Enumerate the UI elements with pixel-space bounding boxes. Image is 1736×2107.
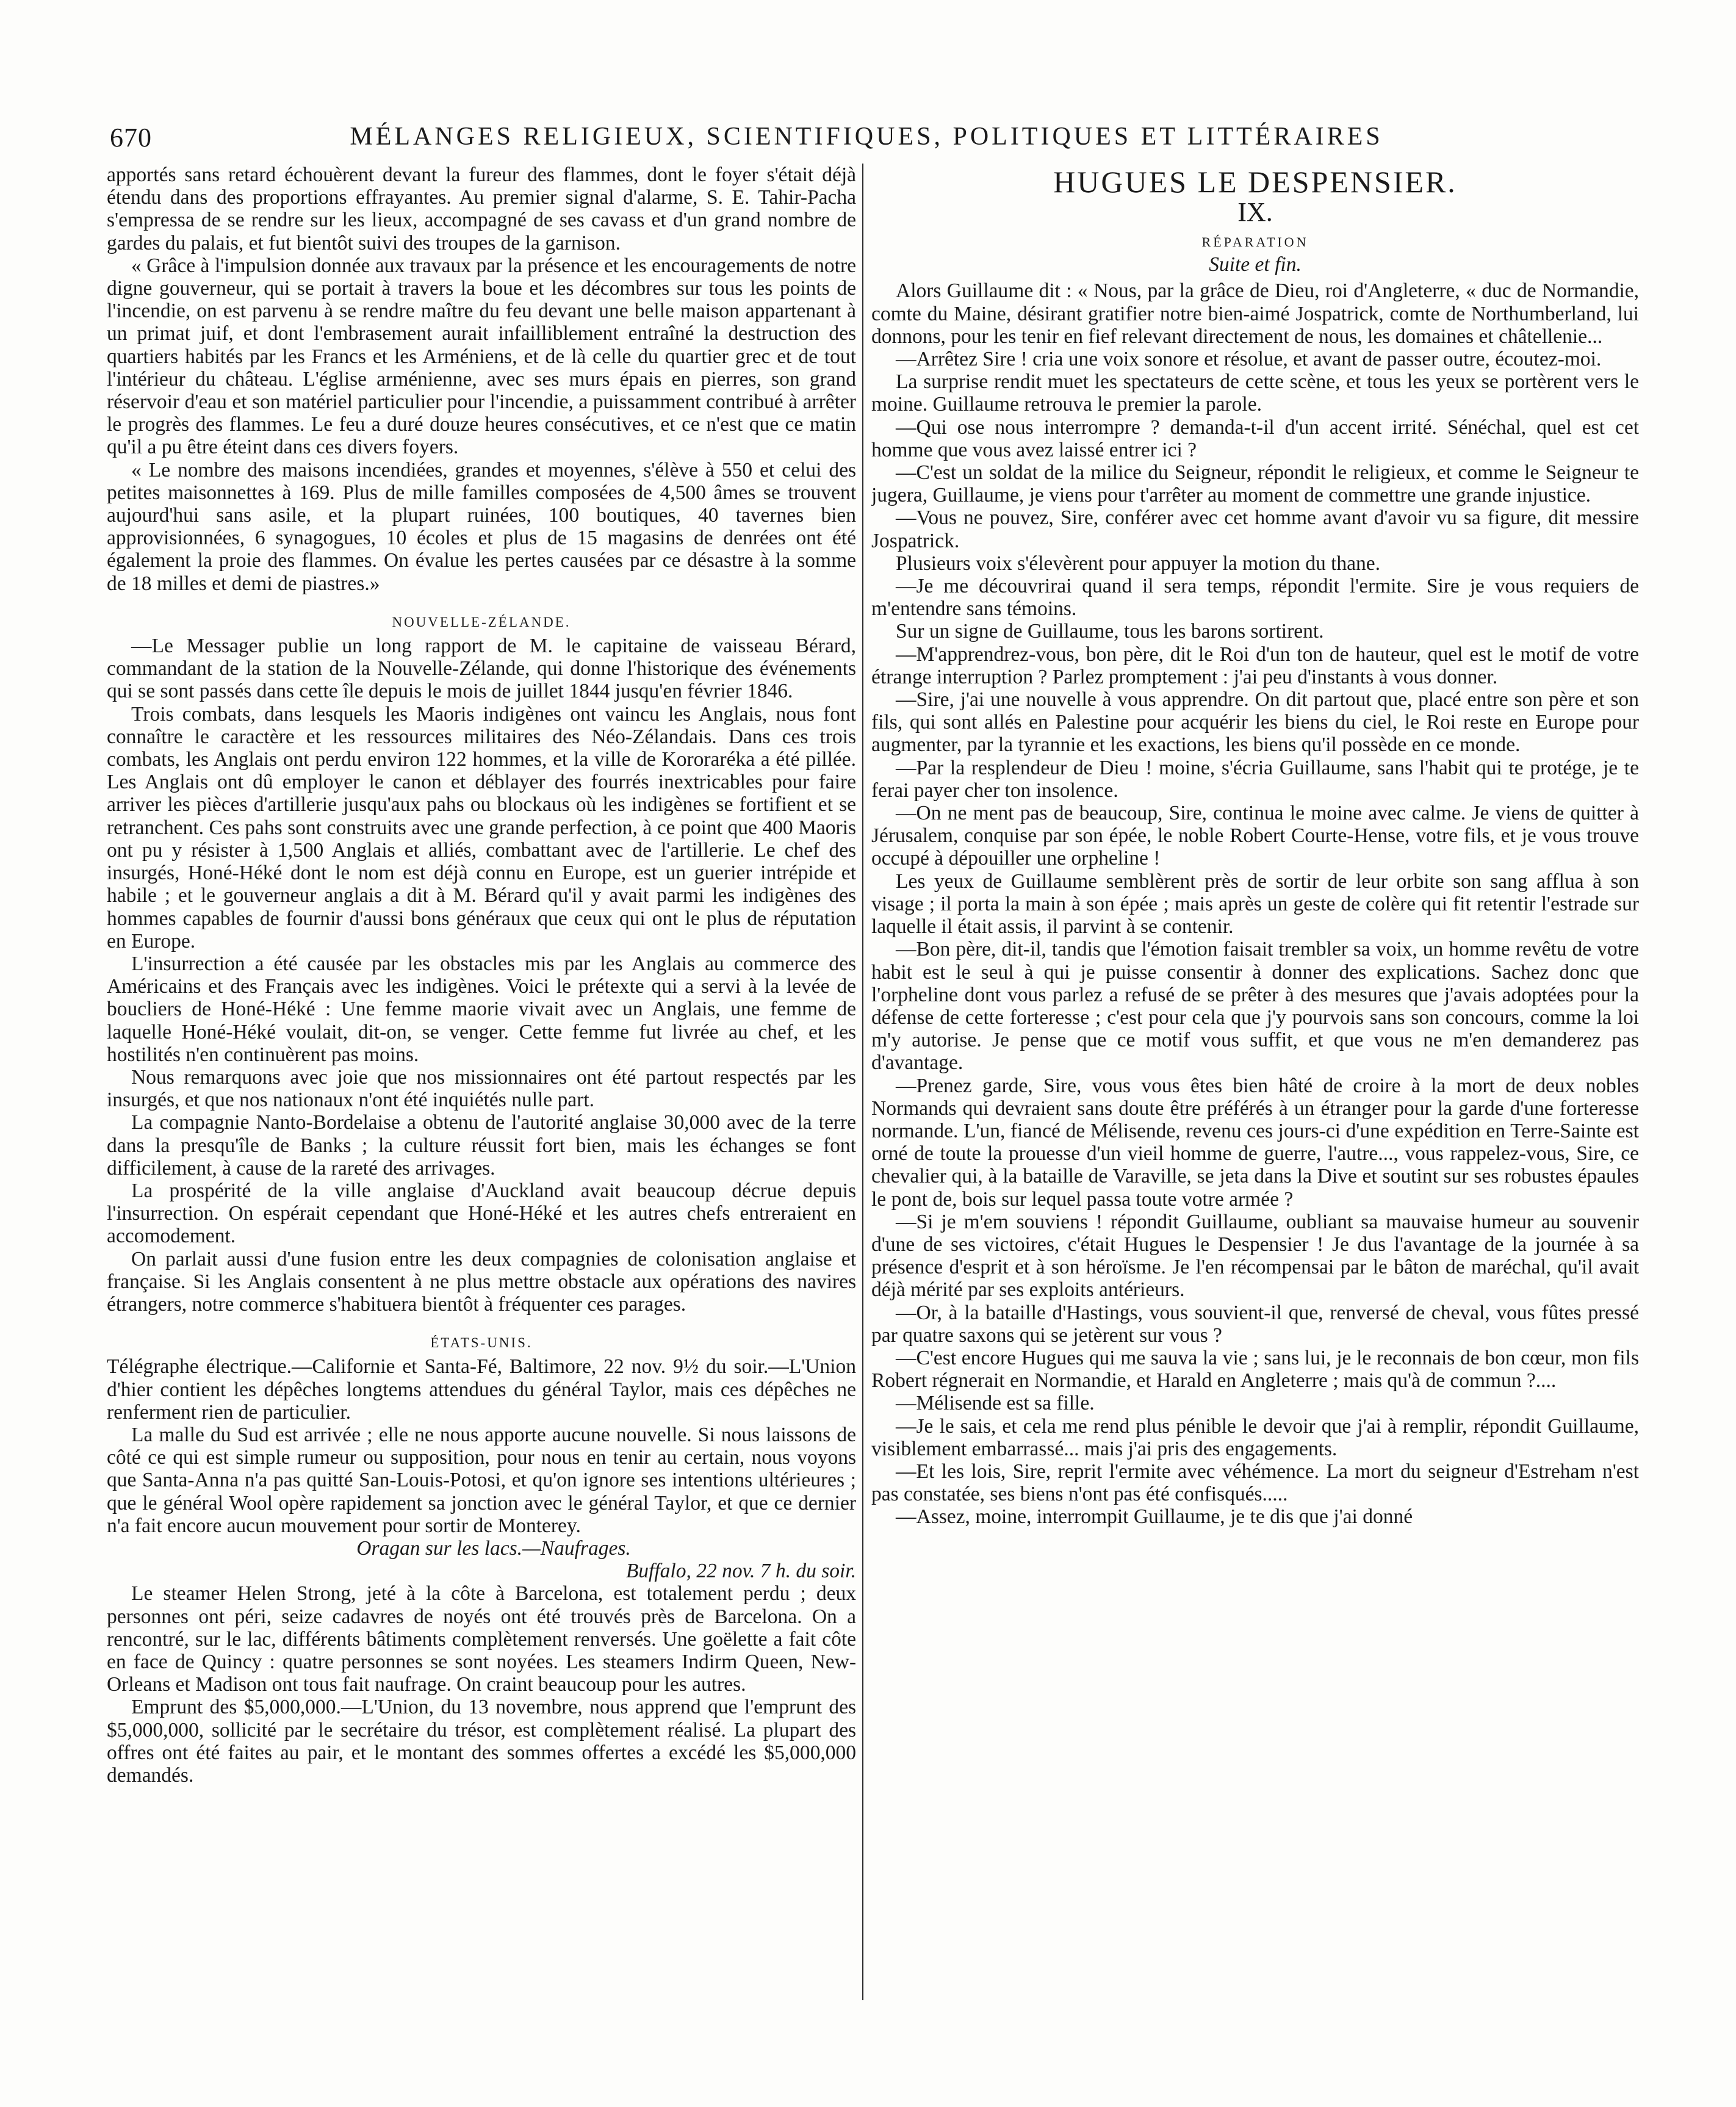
fire-paragraph-3: « Le nombre des maisons incendiées, grandes et moyennes, s'élève à 550 et celui des petites maisonnettes à 169. Plus de mille familles composées de 4,500 âmes se trouvent aujourd'hui sans asile, et la plupart ruinées, 100 boutiques, 40 tavernes bien approvisionnées, 6 synagogues, 10 écoles et plus de 15 magasins de denrées ont été également la proie des flammes. On évalue les pertes causées par ce désastre à la somme de 18 milles et demi de piastres.» <box>107 458 856 595</box>
column-rule <box>862 164 863 2000</box>
loan-paragraph: Emprunt des $5,000,000.—L'Union, du 13 novembre, nous apprend que l'emprunt des $5,000,000, sollicité par le secrétaire du trésor, est complètement réalisé. La plupart des offres ont été faites au pair, et le montant des sommes offertes a excédé les $5,000,000 demandés. <box>107 1696 856 1787</box>
story-paragraph: —Vous ne pouvez, Sire, conférer avec cet homme avant d'avoir vu sa figure, dit messire Jospatrick. <box>871 506 1639 552</box>
page-number: 670 <box>110 123 152 153</box>
nz-paragraph-1: —Le Messager publie un long rapport de M. le capitaine de vaisseau Bérard, commandant de la station de la Nouvelle-Zélande, qui donne l'historique des événements qui se sont passés dans cette île depuis le mois de juillet 1844 jusqu'en février 1846. <box>107 635 856 703</box>
story-paragraph: —Assez, moine, interrompit Guillaume, je te dis que j'ai donné <box>896 1505 1413 1529</box>
story-paragraph: La surprise rendit muet les spectateurs de cette scène, et tous les yeux se portèrent vers le moine. Guillaume retrouva le premier la parole. <box>871 370 1639 416</box>
fire-paragraph-1: apportés sans retard échouèrent devant la fureur des flammes, dont le foyer s'était déjà étendu dans des proportions effrayantes. Au premier signal d'alarme, S. E. Tahir-Pacha s'empressa de se rendre sur les lieux, accompagné de ses cavass et d'un grand nombre de gardes du palais, et fut bientôt suivi des troupes de la garnison. <box>107 164 856 254</box>
story-body <box>871 279 1639 1528</box>
us-paragraph-2: La malle du Sud est arrivée ; elle ne nous apporte aucune nouvelle. Si nous laissons de côté ce qui est simple rumeur ou supposition, pour nous en tenir au certain, nous voyons que Santa-Anna n'a pas quitté San-Louis-Potosi, et qu'on ignore ses intentions ultérieures ; que le général Wool opère rapidement sa jonction avec le général Taylor, et que ce dernier n'a fait encore aucun mouvement pour sortir de Monterey. <box>107 1423 856 1537</box>
chapter-number: IX. <box>1237 197 1273 227</box>
us-section-heading: ÉTATS-UNIS. <box>430 1335 533 1351</box>
story-paragraph: —Bon père, dit-il, tandis que l'émotion faisait trembler sa voix, un homme revêtu de votre habit est le seul à qui je puisse consentir à donner des explications. Sachez donc que l'orpheline dont vous parlez a refusé de se prêter à des mesures que j'avais adoptées pour la défense de cette forteresse ; c'est pour cela que j'y pourvois sans son concours, comme la loi m'y autorise. Je pense que ce motif vous suffit, et que vous ne m'en demanderez pas d'avantage. <box>871 938 1639 1075</box>
story-title: HUGUES LE DESPENSIER. <box>1053 165 1457 199</box>
nz-paragraph-6: La prospérité de la ville anglaise d'Auckland avait beaucoup décrue depuis l'insurrection. On espérait cependant que Honé-Héké et les autres chefs entreraient en accomodement. <box>107 1179 856 1248</box>
nz-section-heading: NOUVELLE-ZÉLANDE. <box>392 614 571 630</box>
story-paragraph: —Je le sais, et cela me rend plus pénible le devoir que j'ai à remplir, répondit Guillaume, visiblement embarrassé... mais j'ai pris des engagements. <box>871 1414 1639 1460</box>
fire-paragraph-2: « Grâce à l'impulsion donnée aux travaux par la présence et les encouragements de notre digne gouverneur, qui se portait à travers la boue et les décombres sur tous les points de l'incendie, on est parvenu à se rendre maître du feu devant une belle maison appartenant à un primat juif, et dont l'embrasement aurait infailliblement entraîné la destruction des quartiers habités par les Francs et les Arméniens, et de là celle du quartier grec et de tout l'intérieur du château. L'église arménienne, avec ses murs épais en pierres, son grand réservoir d'eau et son matériel particulier pour l'incendie, a puissamment contribué à arrêter le progrès des flammes. Le feu a duré douze heures consécutives, et ce n'est que ce matin qu'il a pu être éteint dans ces divers foyers. <box>107 254 856 459</box>
running-title: MÉLANGES RELIGIEUX, SCIENTIFIQUES, POLITIQUES ET LITTÉRAIRES <box>350 123 1383 151</box>
story-paragraph: —Qui ose nous interrompre ? demanda-t-il d'un accent irrité. Sénéchal, quel est cet homme que vous avez laissé entrer ici ? <box>871 416 1639 461</box>
nz-paragraph-5: La compagnie Nanto-Bordelaise a obtenu de l'autorité anglaise 30,000 avec de la terre dans la presqu'île de Banks ; la culture réussit fort bien, mais les échanges se font difficilement, à cause de la rareté des arrivages. <box>107 1111 856 1180</box>
story-paragraph: —Arrêtez Sire ! cria une voix sonore et résolue, et avant de passer outre, écoutez-moi. <box>896 348 1602 371</box>
story-paragraph: Plusieurs voix s'élevèrent pour appuyer la motion du thane. <box>896 552 1381 575</box>
story-paragraph: —Si je m'em souviens ! répondit Guillaume, oubliant sa mauvaise humeur au souvenir d'une de ses victoires, c'était Hugues le Despensier ! Je dus l'avantage de la journée à sa présence d'esprit et à son héroïsme. Je l'en récompensai par le bâton de maréchal, qu'il avait déjà mérité par ses exploits antérieurs. <box>871 1210 1639 1302</box>
chapter-subtitle: Suite et fin. <box>1209 253 1302 276</box>
storm-dateline: Buffalo, 22 nov. 7 h. du soir. <box>625 1560 856 1583</box>
story-paragraph: Les yeux de Guillaume semblèrent près de sortir de leur orbite son sang afflua à son visage ; il porta la main à son épée ; mais après un geste de colère qui fit retentir l'estrade sur laquelle il était assis, il parvint à se contenir. <box>871 870 1639 938</box>
story-paragraph: —Or, à la bataille d'Hastings, vous souvient-il que, renversé de cheval, vous fûtes pressé par quatre saxons qui se jetèrent sur vous ? <box>871 1301 1639 1347</box>
nz-paragraph-7: On parlait aussi d'une fusion entre les deux compagnies de colonisation anglaise et française. Si les Anglais consentent à ne plus mettre obstacle aux opérations des navires étrangers, notre commerce s'habituera bientôt à fréquenter ces parages. <box>107 1247 856 1316</box>
nz-paragraph-3: L'insurrection a été causée par les obstacles mis par les Anglais au commerce des Américains et des Français avec les indigènes. Voici le prétexte qui a servi à la levée de boucliers de Honé-Héké : Une femme maorie vivait avec un Anglais, une femme de laquelle Honé-Héké voulait, dit-on, se venger. Cette femme fut livrée au chef, et les hostilités n'en continuèrent pas moins. <box>107 952 856 1066</box>
story-paragraph: Sur un signe de Guillaume, tous les barons sortirent. <box>896 620 1324 643</box>
story-paragraph: —Sire, j'ai une nouvelle à vous apprendre. On dit partout que, placé entre son père et son fils, qui sont allés en Palestine pour acquérir les biens du ciel, le Roi reste en Europe pour augmenter, par la tyrannie et les exactions, les biens qu'il possède en ce monde. <box>871 688 1639 757</box>
story-paragraph: —Prenez garde, Sire, vous vous êtes bien hâté de croire à la mort de deux nobles Normands qui devraient sans doute être préférés à un étranger pour la garde d'une forteresse normande. L'un, fiancé de Mélisende, revenu ces jours-ci d'une expédition en Terre-Sainte est orné de toute la prouesse d'un vieil homme de guerre, l'autre..., vous rappelez-vous, Sire, ce chevalier qui, à la bataille de Varaville, se jeta dans la Dive et soutint sur ses robustes épaules le pont de, bois sur lequel passa toute votre armée ? <box>871 1074 1639 1211</box>
story-paragraph: —M'apprendrez-vous, bon père, dit le Roi d'un ton de hauteur, quel est le motif de votre étrange interruption ? Parlez promptement : j'ai peu d'instants à vous donner. <box>871 643 1639 688</box>
us-paragraph-1: Télégraphe électrique.—Californie et Santa-Fé, Baltimore, 22 nov. 9½ du soir.—L'Union d'hier contient les dépêches longtems attendues du général Taylor, mais ces dépêches ne renferment rien de particulier. <box>107 1355 856 1424</box>
story-paragraph: —Mélisende est sa fille. <box>896 1392 1095 1415</box>
story-paragraph: Alors Guillaume dit : « Nous, par la grâce de Dieu, roi d'Angleterre, « duc de Normandie, comte du Maine, désirant gratifier notre bien-aimé Jospatrick, comte de Northumberland, lui donnons, pour les tenir en fief relevant directement de nous, les domaines et châtellenie... <box>871 279 1639 348</box>
storm-paragraph-1: Le steamer Helen Strong, jeté à la côte à Barcelona, est totalement perdu ; deux personnes ont péri, seize cadavres de noyés ont été trouvés près de Barcelona. On a rencontré, sur le lac, différents bâtiments complètement renversés. Une goëlette a fait côte en face de Quincy : quatre personnes se sont noyées. Les steamers Indirm Queen, New-Orleans et Madison ont tous fait naufrage. On craint beaucoup pour les autres. <box>107 1582 856 1696</box>
storm-heading: Oragan sur les lacs.—Naufrages. <box>356 1536 631 1560</box>
nz-paragraph-2: Trois combats, dans lesquels les Maoris indigènes ont vaincu les Anglais, nous font connaître le caractère et les ressources militaires des Néo-Zélandais. Dans ces trois combats, les Anglais ont perdu environ 122 hommes, et la ville de Kororaréka a été pillée. Les Anglais ont dû employer le canon et déblayer des fourrés inextricables pour faire arriver les pièces d'artillerie jusqu'aux pahs ou blockaus où les indigènes se fortifient et se retranchent. Ces pahs sont construits avec une grande perfection, à ce point que 400 Maoris ont pu y résister à 1,500 Anglais et alliés, combattant avec de l'artillerie. Le chef des insurgés, Honé-Héké dont le nom est déjà connu en Europe, est un guerier intrépide et habile ; et le gouverneur anglais a dit à M. Bérard qu'il y avait parmi les indigènes des hommes capables de fournir d'aussi bons généraux que ceux qui ont le plus de réputation en Europe. <box>107 702 856 953</box>
nz-paragraph-4: Nous remarquons avec joie que nos missionnaires ont été partout respectés par les insurgés, et que nos nationaux n'ont été inquiétés nulle part. <box>107 1065 856 1112</box>
story-paragraph: —On ne ment pas de beaucoup, Sire, continua le moine avec calme. Je viens de quitter à Jérusalem, conquise par son épée, le noble Robert Courte-Hense, votre fils, et je vous trouve occupé à dépouiller une orpheline ! <box>871 802 1639 870</box>
chapter-label: RÉPARATION <box>1201 234 1309 250</box>
story-paragraph: —C'est encore Hugues qui me sauva la vie ; sans lui, je le reconnais de bon cœur, mon fils Robert régnerait en Normandie, et Harald en Angleterre ; mais qu'à de commun ?.... <box>871 1346 1639 1392</box>
story-paragraph: —Et les lois, Sire, reprit l'ermite avec véhémence. La mort du seigneur d'Estreham n'est pas constatée, ses biens n'ont pas été confisqués..... <box>871 1460 1639 1506</box>
story-paragraph: —C'est un soldat de la milice du Seigneur, répondit le religieux, et comme le Seigneur te jugera, Guillaume, je viens pour t'arrêter au moment de commettre une grande injustice. <box>871 461 1639 507</box>
right-column <box>871 164 1639 2034</box>
left-column <box>107 164 856 2034</box>
story-paragraph: —Je me découvrirai quand il sera temps, répondit l'ermite. Sire je vous requiers de m'entendre sans témoins. <box>871 575 1639 621</box>
story-paragraph: —Par la resplendeur de Dieu ! moine, s'écria Guillaume, sans l'habit qui te protége, je te ferai payer cher ton insolence. <box>871 756 1639 802</box>
